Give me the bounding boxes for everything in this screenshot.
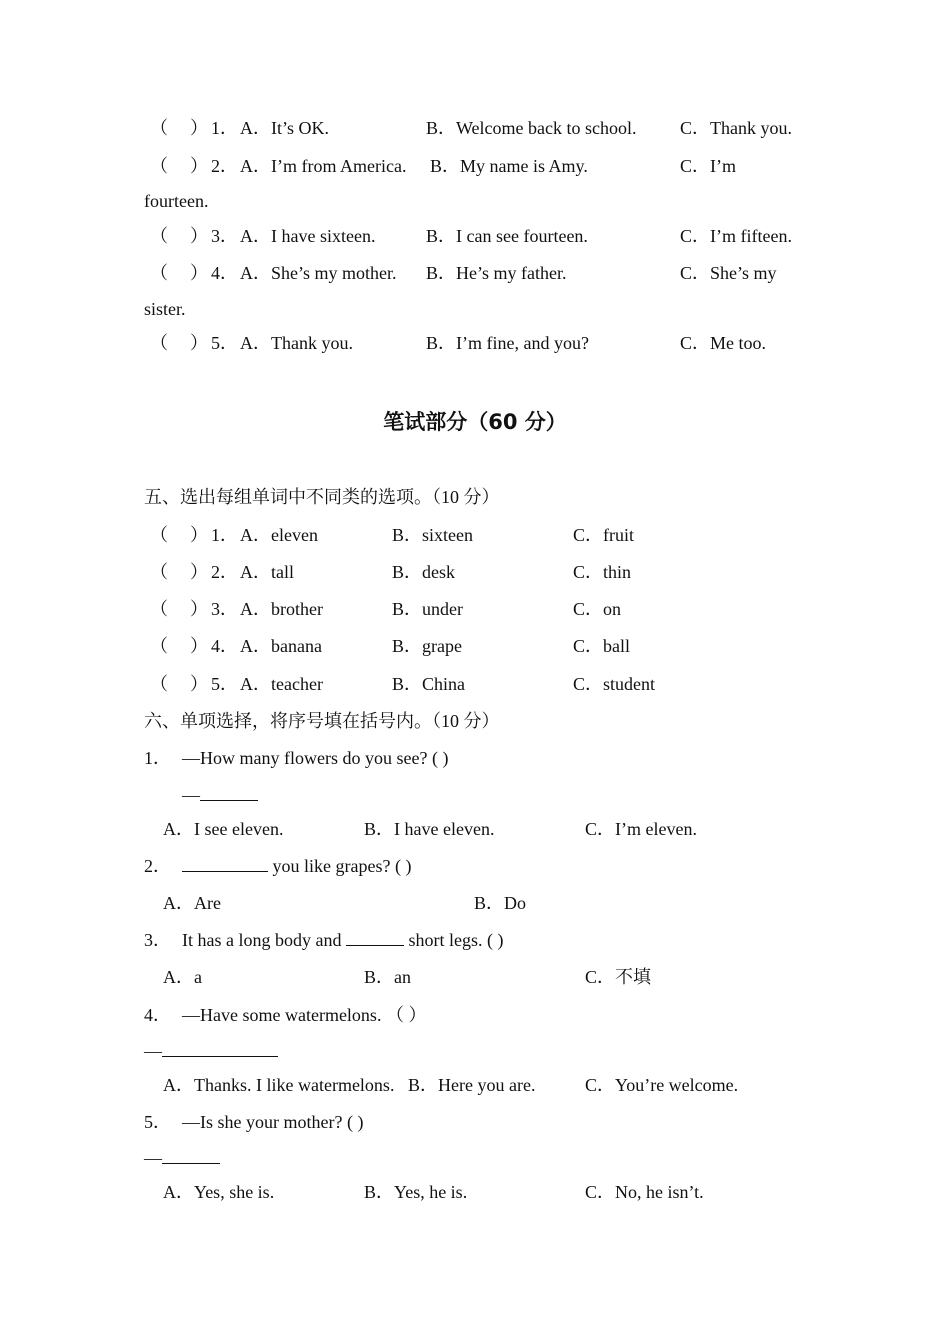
option-a: A．Are (163, 893, 221, 913)
option-c: C．fruit (573, 525, 634, 545)
option-b: B．Do (474, 893, 527, 913)
answer-paren-open: （ (150, 636, 168, 656)
question-text: —Is she your mother? ( ) (182, 1112, 364, 1132)
answer-paren-close: ） (190, 156, 208, 176)
item-number: 3． (211, 599, 238, 619)
answer-paren-close: ） (190, 525, 208, 545)
item-number: 5． (211, 674, 238, 694)
question-text-part: It has a long body and (182, 930, 346, 950)
option-c: C．thin (573, 562, 632, 582)
item-number: 2． (211, 156, 238, 176)
answer-paren-close: ） (190, 562, 208, 582)
option-c: C．on (573, 599, 622, 619)
option-b: B．an (364, 967, 411, 987)
question-number: 2． (144, 856, 171, 876)
answer-paren-open: （ (150, 118, 168, 138)
dash: — (182, 785, 200, 805)
answer-line (182, 784, 258, 806)
item-number: 5． (211, 333, 238, 353)
option-a: A．Thank you. (240, 333, 353, 353)
option-c: C．She’s my (680, 263, 777, 283)
question-text-part: short legs. ( ) (403, 930, 504, 950)
option-c: C．Thank you. (680, 118, 792, 138)
option-a: A．brother (240, 599, 323, 619)
answer-paren-close: ） (190, 333, 208, 353)
option-a: A．She’s my mother. (240, 263, 397, 283)
option-b: B．Yes, he is. (364, 1182, 468, 1202)
answer-paren-close: ） (190, 599, 208, 619)
question-text: —Have some watermelons. （ ） (182, 1005, 427, 1025)
option-a: A．Thanks. I like watermelons. (163, 1075, 395, 1095)
dash: — (144, 1148, 162, 1168)
answer-paren-close: ） (190, 674, 208, 694)
answer-paren-open: （ (150, 263, 168, 283)
fill-blank[interactable] (162, 1147, 220, 1164)
question-number: 4． (144, 1005, 171, 1025)
option-b: B．under (392, 599, 463, 619)
option-c-continued: fourteen. (144, 191, 209, 211)
fill-blank[interactable] (346, 929, 404, 946)
item-number: 4． (211, 263, 238, 283)
dash: — (144, 1041, 162, 1061)
answer-paren-open: （ (150, 333, 168, 353)
answer-paren-open: （ (150, 156, 168, 176)
option-a: A．tall (240, 562, 294, 582)
option-a: A．It’s OK. (240, 118, 329, 138)
answer-paren-close: ） (190, 226, 208, 246)
option-b: B．desk (392, 562, 455, 582)
item-number: 1． (211, 525, 238, 545)
question-text (182, 855, 411, 877)
option-a: A．eleven (240, 525, 318, 545)
option-c: C．You’re welcome. (585, 1075, 739, 1095)
option-c: C．I’m fifteen. (680, 226, 792, 246)
item-number: 1． (211, 118, 238, 138)
answer-paren-open: （ (150, 674, 168, 694)
option-b: B．I’m fine, and you? (426, 333, 589, 353)
item-number: 2． (211, 562, 238, 582)
option-b: B．I can see fourteen. (426, 226, 588, 246)
option-a: A．I’m from America. (240, 156, 407, 176)
question-number: 3． (144, 930, 171, 950)
option-b: B．China (392, 674, 466, 694)
answer-paren-open: （ (150, 525, 168, 545)
question-number: 5． (144, 1112, 171, 1132)
option-b: B．sixteen (392, 525, 473, 545)
item-number: 4． (211, 636, 238, 656)
question-text (182, 929, 503, 951)
option-b: B．Here you are. (408, 1075, 536, 1095)
answer-paren-close: ） (190, 263, 208, 283)
option-c: C．ball (573, 636, 630, 656)
answer-paren-close: ） (190, 636, 208, 656)
option-b: B．I have eleven. (364, 819, 495, 839)
option-a: A．I see eleven. (163, 819, 284, 839)
answer-line (144, 1147, 220, 1169)
option-b: B．Welcome back to school. (426, 118, 637, 138)
option-b: B．My name is Amy. (430, 156, 588, 176)
answer-paren-open: （ (150, 599, 168, 619)
fill-blank[interactable] (162, 1040, 278, 1057)
option-a: A．banana (240, 636, 322, 656)
option-c: C．不填 (585, 967, 652, 987)
question-number: 1． (144, 748, 171, 768)
section-5-heading: 五、选出每组单词中不同类的选项。（10 分） (144, 487, 500, 507)
option-b: B．He’s my father. (426, 263, 567, 283)
fill-blank[interactable] (182, 855, 268, 872)
option-a: A．Yes, she is. (163, 1182, 275, 1202)
item-number: 3． (211, 226, 238, 246)
question-text: —How many flowers do you see? ( ) (182, 748, 449, 768)
answer-paren-open: （ (150, 226, 168, 246)
answer-paren-close: ） (190, 118, 208, 138)
option-c: C．I’m eleven. (585, 819, 697, 839)
answer-line (144, 1040, 278, 1062)
question-text-part: you like grapes? ( ) (268, 856, 412, 876)
answer-paren-open: （ (150, 562, 168, 582)
option-c: C．student (573, 674, 656, 694)
option-c: C．Me too. (680, 333, 767, 353)
option-a: A．a (163, 967, 202, 987)
option-c: C．I’m (680, 156, 736, 176)
option-c-continued: sister. (144, 299, 186, 319)
fill-blank[interactable] (200, 784, 258, 801)
option-a: A．I have sixteen. (240, 226, 376, 246)
option-b: B．grape (392, 636, 462, 656)
section-6-heading: 六、单项选择，将序号填在括号内。（10 分） (144, 711, 500, 731)
option-a: A．teacher (240, 674, 323, 694)
written-section-title: 笔试部分（60 分） (383, 410, 567, 434)
option-c: C．No, he isn’t. (585, 1182, 704, 1202)
